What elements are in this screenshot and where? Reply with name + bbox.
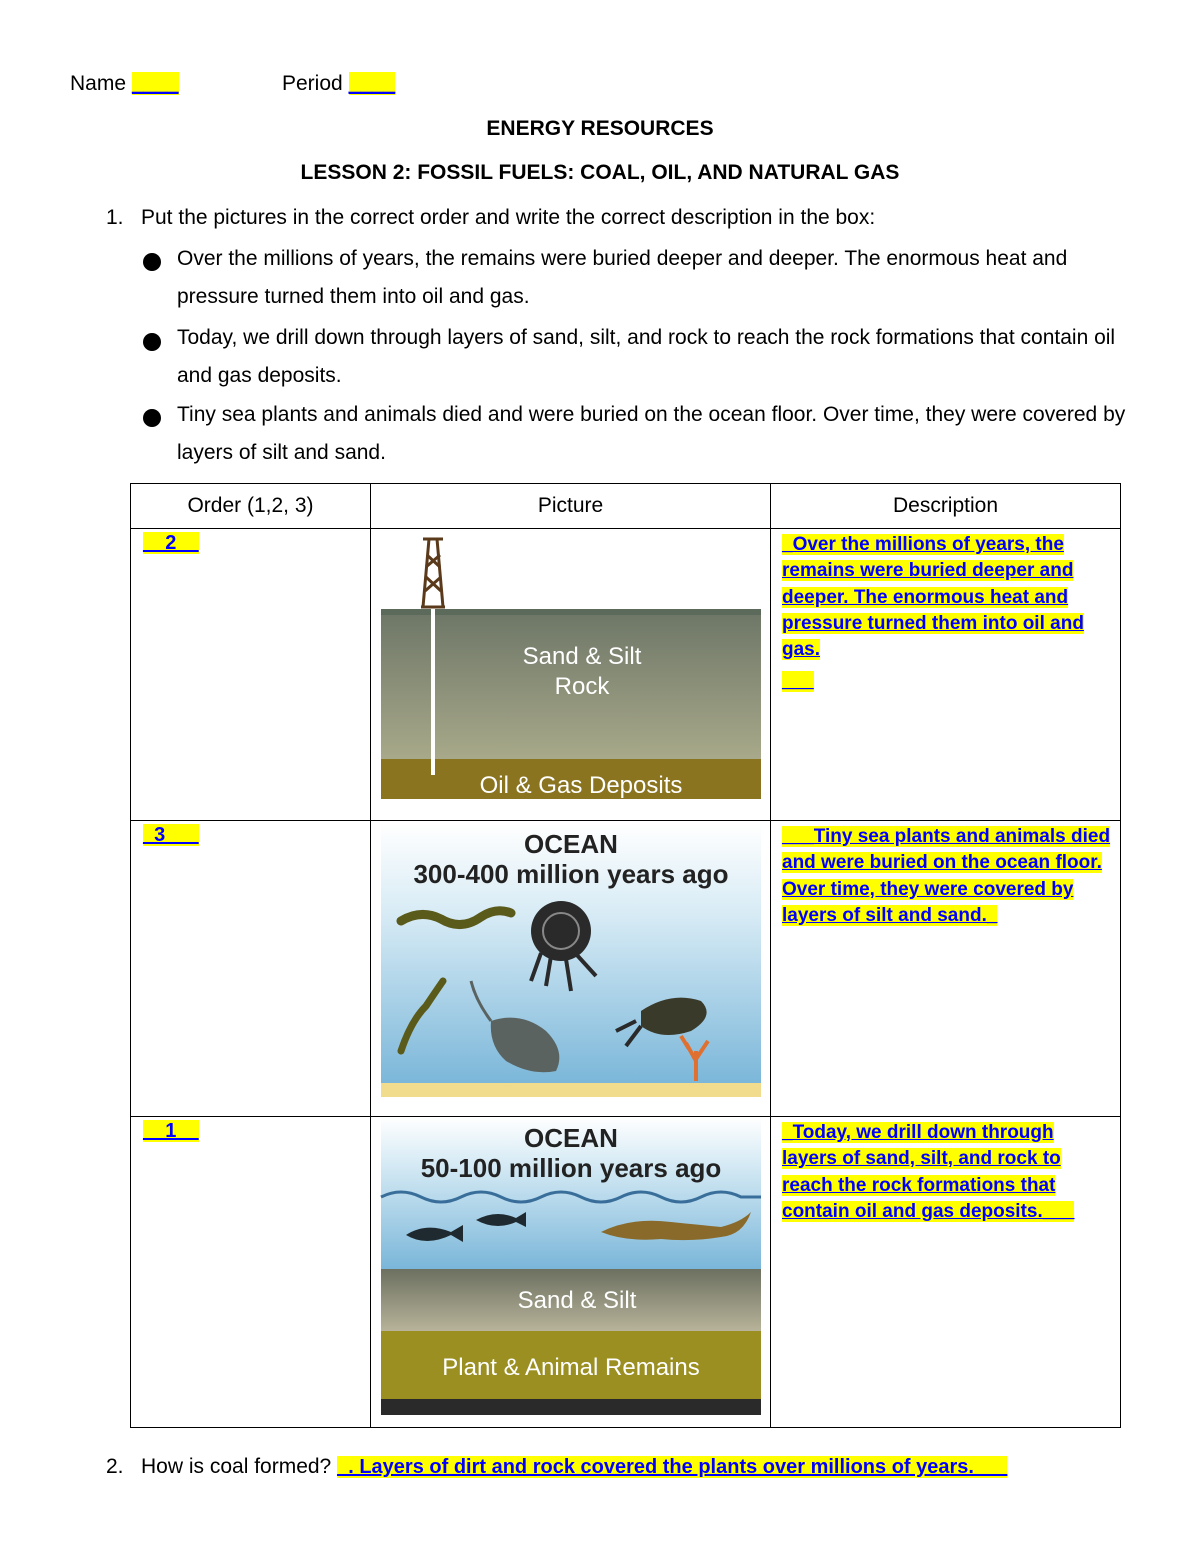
question-2-prompt: How is coal formed?	[141, 1455, 332, 1478]
name-line	[70, 72, 179, 96]
order-cell	[131, 821, 371, 1117]
question-2-number: 2.	[106, 1455, 124, 1478]
table-header-row	[131, 484, 1121, 529]
table-row	[131, 821, 1121, 1117]
description-cell	[771, 821, 1121, 1117]
description-cell	[771, 1117, 1121, 1428]
picture-cell	[371, 821, 771, 1117]
name-field[interactable]: ____	[131, 72, 179, 95]
description-answer[interactable]: _Today, we drill down through layers of sand, silt, and rock to reach the rock formations that contain oil and gas deposits.___	[782, 1122, 1075, 1222]
ancient-ocean-diagram	[371, 821, 771, 1110]
period-line	[282, 72, 395, 96]
label-remains: Plant & Animal Remains	[442, 1354, 700, 1381]
lesson-subtitle: LESSON 2: FOSSIL FUELS: COAL, OIL, AND NATURAL GAS	[300, 161, 900, 184]
header-order: Order (1,2, 3)	[131, 484, 371, 529]
bullet-icon	[143, 333, 161, 351]
label-oil-gas: Oil & Gas Deposits	[479, 772, 683, 799]
question-2	[141, 1455, 1007, 1479]
label-ocean: OCEAN	[524, 829, 618, 859]
picture-cell	[371, 1117, 771, 1428]
bullet-item-2: Today, we drill down through layers of sand, silt, and rock to reach the rock formations that contain oil and gas deposits.	[177, 326, 1116, 387]
table-row	[131, 529, 1121, 821]
label-era: 300-400 million years ago	[413, 859, 729, 889]
description-answer[interactable]: ___Tiny sea plants and animals died and were buried on the ocean floor. Over time, they were covered by layers of silt and sand._	[782, 826, 1111, 926]
order-answer[interactable]: _3___	[143, 824, 199, 846]
ammonite-icon	[531, 901, 591, 961]
ocean-floor	[381, 1083, 761, 1097]
bullet-item-1: Over the millions of years, the remains were buried deeper and deeper. The enormous heat and pressure turned them into oil and gas.	[177, 247, 1068, 308]
name-label: Name	[70, 72, 127, 95]
description-answer[interactable]: _Over the millions of years, the remains were buried deeper and deeper. The enormous heat and pressure turned them into oil and gas.	[782, 534, 1084, 661]
order-cell	[131, 1117, 371, 1428]
bullet-icon	[143, 253, 161, 271]
younger-ocean-diagram	[371, 1117, 771, 1421]
bullet-icon	[143, 409, 161, 427]
description-extra[interactable]: ___	[782, 671, 814, 693]
period-label: Period	[282, 72, 343, 95]
bullet-item-3: Tiny sea plants and animals died and were buried on the ocean floor. Over time, they were covered by layers of silt and sand.	[177, 403, 1126, 464]
ground-surface	[381, 609, 761, 615]
order-answer[interactable]: __2__	[143, 532, 199, 554]
label-rock: Rock	[554, 673, 610, 700]
description-cell	[771, 529, 1121, 821]
drilling-rig-icon	[421, 539, 445, 607]
header-picture: Picture	[371, 484, 771, 529]
question-1-prompt: Put the pictures in the correct order and write the correct description in the box:	[141, 206, 876, 229]
picture-cell	[371, 529, 771, 821]
drilling-diagram	[371, 529, 771, 814]
order-answer[interactable]: __1__	[143, 1120, 199, 1142]
label-ocean: OCEAN	[524, 1123, 618, 1153]
label-sand-silt: Sand & Silt	[522, 643, 642, 670]
order-cell	[131, 529, 371, 821]
order-table	[130, 483, 1121, 1428]
page-title: ENERGY RESOURCES	[486, 117, 714, 140]
question-1-number: 1.	[106, 206, 124, 229]
question-2-answer[interactable]: _. Layers of dirt and rock covered the plants over millions of years.___	[337, 1456, 1008, 1478]
header-description: Description	[771, 484, 1121, 529]
bedrock-layer	[381, 1399, 761, 1415]
period-field[interactable]: ____	[348, 72, 396, 95]
label-sand-silt: Sand & Silt	[517, 1287, 637, 1314]
table-row	[131, 1117, 1121, 1428]
label-era: 50-100 million years ago	[420, 1153, 722, 1183]
